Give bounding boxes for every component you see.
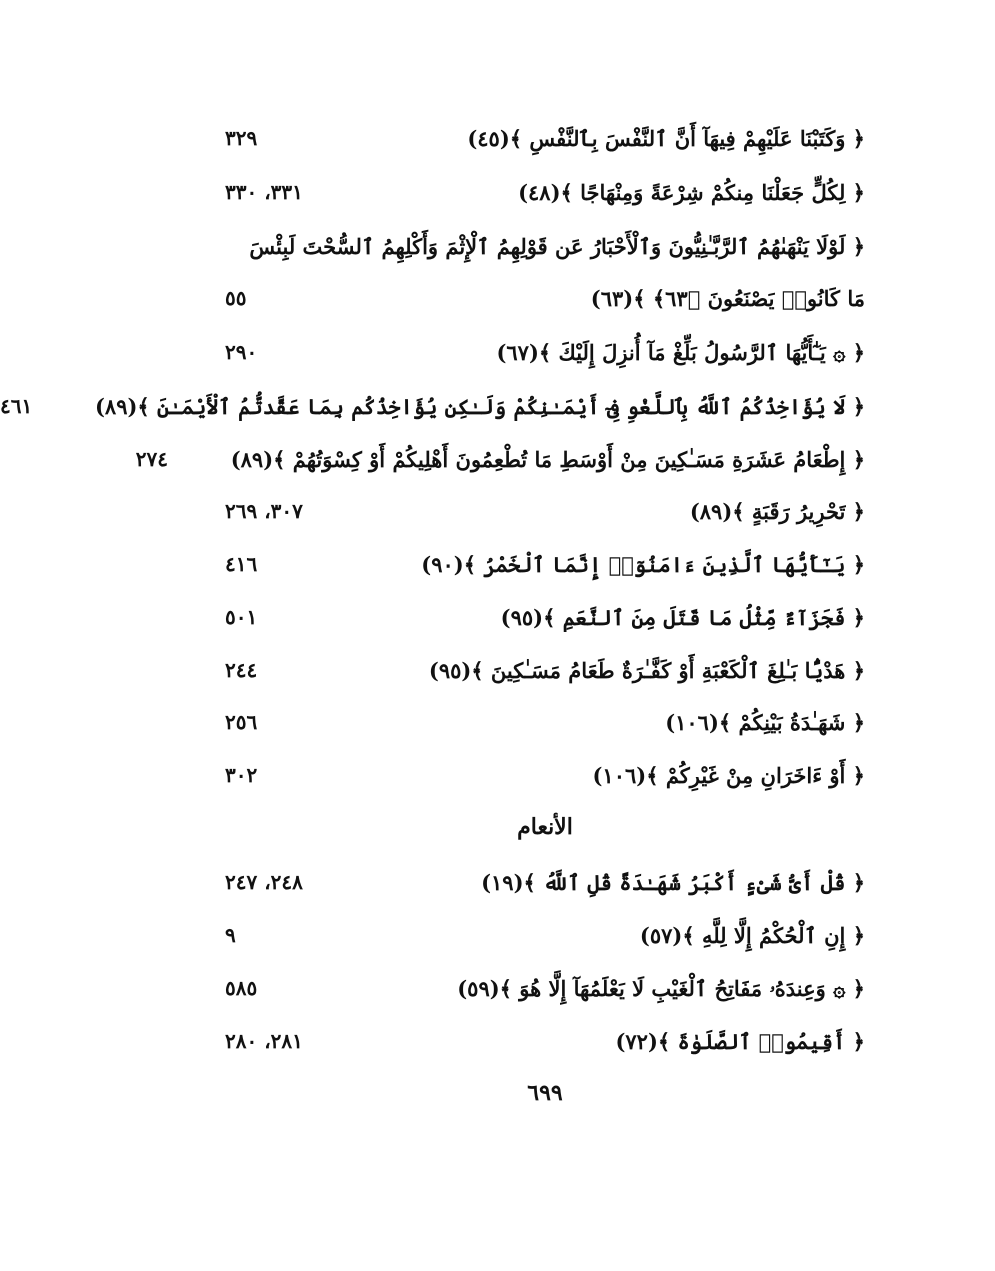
index-entry	[225, 749, 865, 801]
index-entry	[225, 962, 865, 1014]
verse-text: ﴿ إِطْعَامُ عَشَرَةِ مَسَـٰكِينَ مِنْ أَوْسَطِ مَا تُطْعِمُونَ أَهْلِيكُمْ أَوْ كِسْوَتُهُمْ ﴾(٨٩)	[230, 446, 865, 472]
page-refs: ٢٨١، ٢٨٠	[225, 1029, 303, 1053]
verse-text: ﴿ لَا يُؤَاخِذُكُمُ ٱللَّهُ بِٱللَّغْوِ فِىٓ أَيْمَـٰنِكُمْ وَلَـٰكِن يُؤَاخِذُكُم بِمَا عَقَّدتُّمُ ٱلْأَيْمَـٰنَ ﴾(٨٩)	[94, 393, 865, 419]
index-entry	[225, 326, 865, 378]
page-refs: ٥٥	[225, 286, 247, 310]
index-entry	[225, 485, 865, 537]
page-refs: ٢٩٠	[225, 340, 258, 364]
page-refs: ٣٠٧، ٢٦٩	[225, 499, 303, 523]
verse-text: ﴿ هَدْيًۢا بَـٰلِغَ ٱلْكَعْبَةِ أَوْ كَفَّـٰرَةٌ طَعَامُ مَسَـٰكِينَ ﴾(٩٥)	[428, 657, 865, 683]
verse-text: ﴿ إِنِ ٱلْحُكْمُ إِلَّا لِلَّهِ ﴾(٥٧)	[639, 922, 865, 948]
verse-text: ﴿ تَحْرِيرُ رَقَبَةٍ ﴾(٨٩)	[689, 498, 865, 524]
verse-text: ﴿ أَقِيمُوا۟ ٱلصَّلَوٰةَ ﴾(٧٢)	[615, 1028, 865, 1054]
page-refs: ٢٤٨، ٢٤٧	[225, 870, 303, 894]
page-refs: ٢٥٦	[225, 710, 258, 734]
index-entry	[225, 591, 865, 643]
verse-text: ﴿ لِكُلٍّ جَعَلْنَا مِنكُمْ شِرْعَةً وَمِنْهَاجًا ﴾(٤٨)	[518, 179, 865, 205]
index-entry	[225, 112, 865, 164]
page-refs: ٢٤٤	[225, 658, 258, 682]
verse-text: ﴿ لَوْلَا يَنْهَىٰهُمُ ٱلرَّبَّـٰنِيُّونَ وَٱلْأَحْبَارُ عَن قَوْلِهِمُ ٱلْإِثْمَ وَأَكْلِهِمُ ٱلسُّحْتَ لَبِئْسَ	[249, 233, 865, 259]
index-entry	[225, 1015, 865, 1067]
index-entry	[225, 696, 865, 748]
verse-text: ﴿ وَكَتَبْنَا عَلَيْهِمْ فِيهَآ أَنَّ ٱلنَّفْسَ بِٱلنَّفْسِ ﴾(٤٥)	[467, 125, 865, 151]
index-entry	[225, 538, 865, 590]
page-refs: ٣٠٢	[225, 763, 258, 787]
index-entry	[0, 380, 865, 432]
verse-text: ﴿ أَوْ ءَاخَرَانِ مِنْ غَيْرِكُمْ ﴾(١٠٦)	[592, 762, 865, 788]
page-refs: ٣٣١، ٣٣٠	[225, 180, 303, 204]
verse-text: ﴿ فَجَزَآءٌ مِّثْلُ مَا قَتَلَ مِنَ ٱلنَّعَمِ ﴾(٩٥)	[500, 604, 865, 630]
index-entry	[225, 166, 865, 218]
page-refs: ٢٧٤	[135, 447, 168, 471]
page-number: ٦٩٩	[527, 1080, 563, 1106]
index-entry	[225, 856, 865, 908]
index-entry	[135, 433, 865, 485]
index-entry	[225, 644, 865, 696]
verse-text: ﴿ ۞ يَـٰٓأَيُّهَا ٱلرَّسُولُ بَلِّغْ مَآ أُنزِلَ إِلَيْكَ ﴾(٦٧)	[496, 339, 865, 365]
index-entry	[225, 220, 865, 272]
index-entry	[225, 909, 865, 961]
page-refs: ٥٠١	[225, 605, 258, 629]
page-refs: ٤١٦	[225, 552, 258, 576]
verse-text: ﴿ ۞ وَعِندَهُۥ مَفَاتِحُ ٱلْغَيْبِ لَا يَعْلَمُهَآ إِلَّا هُوَ ﴾(٥٩)	[457, 975, 865, 1001]
verse-text: ﴿ شَهَـٰدَةُ بَيْنِكُمْ ﴾(١٠٦)	[665, 709, 865, 735]
page-refs: ٣٢٩	[225, 126, 258, 150]
verse-text: ﴿ يَـٰٓأَيُّهَا ٱلَّذِينَ ءَامَنُوٓا۟ إِنَّمَا ٱلْخَمْرُ ﴾(٩٠)	[421, 551, 865, 577]
surah-heading: الأنعام	[517, 814, 573, 840]
page-refs: ٤٦١	[0, 394, 33, 418]
verse-text: ﴿ قُلْ أَىُّ شَىْءٍ أَكْبَرُ شَهَـٰدَةً قُلِ ٱللَّهُ ﴾(١٩)	[481, 869, 865, 895]
page-refs: ٩	[225, 923, 236, 947]
index-entry	[225, 272, 865, 324]
verse-text: مَا كَانُوا۟ يَصْنَعُونَ ﴿٦٣﴾ ﴾(٦٣)	[590, 285, 865, 311]
page-refs: ٥٨٥	[225, 976, 258, 1000]
